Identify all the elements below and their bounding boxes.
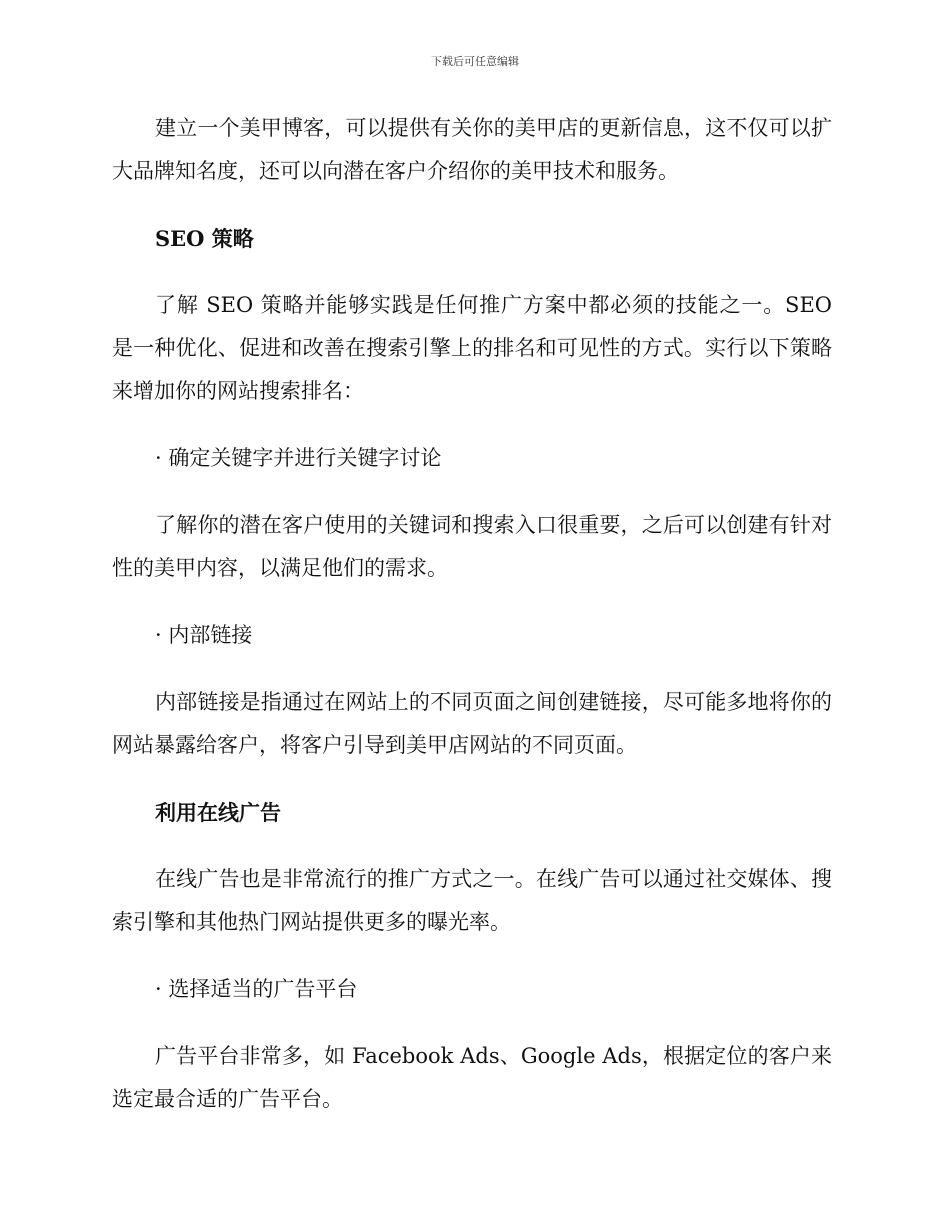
paragraph-keywords: 了解你的潜在客户使用的关键词和搜索入口很重要，之后可以创建有针对性的美甲内容，以满足他们的需求。 [112,513,832,580]
page-header: 下载后可任意编辑 [431,55,519,68]
paragraph-ad-platform: 广告平台非常多，如 Facebook Ads、Google Ads，根据定位的客户来选定最合适的广告平台。 [112,1044,832,1111]
heading-seo-strategy: SEO 策略 [155,226,254,251]
bullet-internal-links: · 内部链接 [155,623,253,647]
bullet-ad-platform: · 选择适当的广告平台 [155,977,358,1001]
heading-online-ads: 利用在线广告 [155,800,281,825]
paragraph-online-ads: 在线广告也是非常流行的推广方式之一。在线广告可以通过社交媒体、搜索引擎和其他热门网站提供更多的曝光率。 [112,867,832,934]
bullet-keywords: · 确定关键字并进行关键字讨论 [155,446,442,470]
paragraph-blog: 建立一个美甲博客，可以提供有关你的美甲店的更新信息，这不仅可以扩大品牌知名度，还可以向潜在客户介绍你的美甲技术和服务。 [112,116,832,183]
paragraph-seo-intro: 了解 SEO 策略并能够实践是任何推广方案中都必须的技能之一。SEO 是一种优化、促进和改善在搜索引擎上的排名和可见性的方式。实行以下策略来增加你的网站搜索排名： [112,293,832,403]
paragraph-internal-links: 内部链接是指通过在网站上的不同页面之间创建链接，尽可能多地将你的网站暴露给客户，将客户引导到美甲店网站的不同页面。 [112,690,832,757]
document-body [112,107,832,1145]
